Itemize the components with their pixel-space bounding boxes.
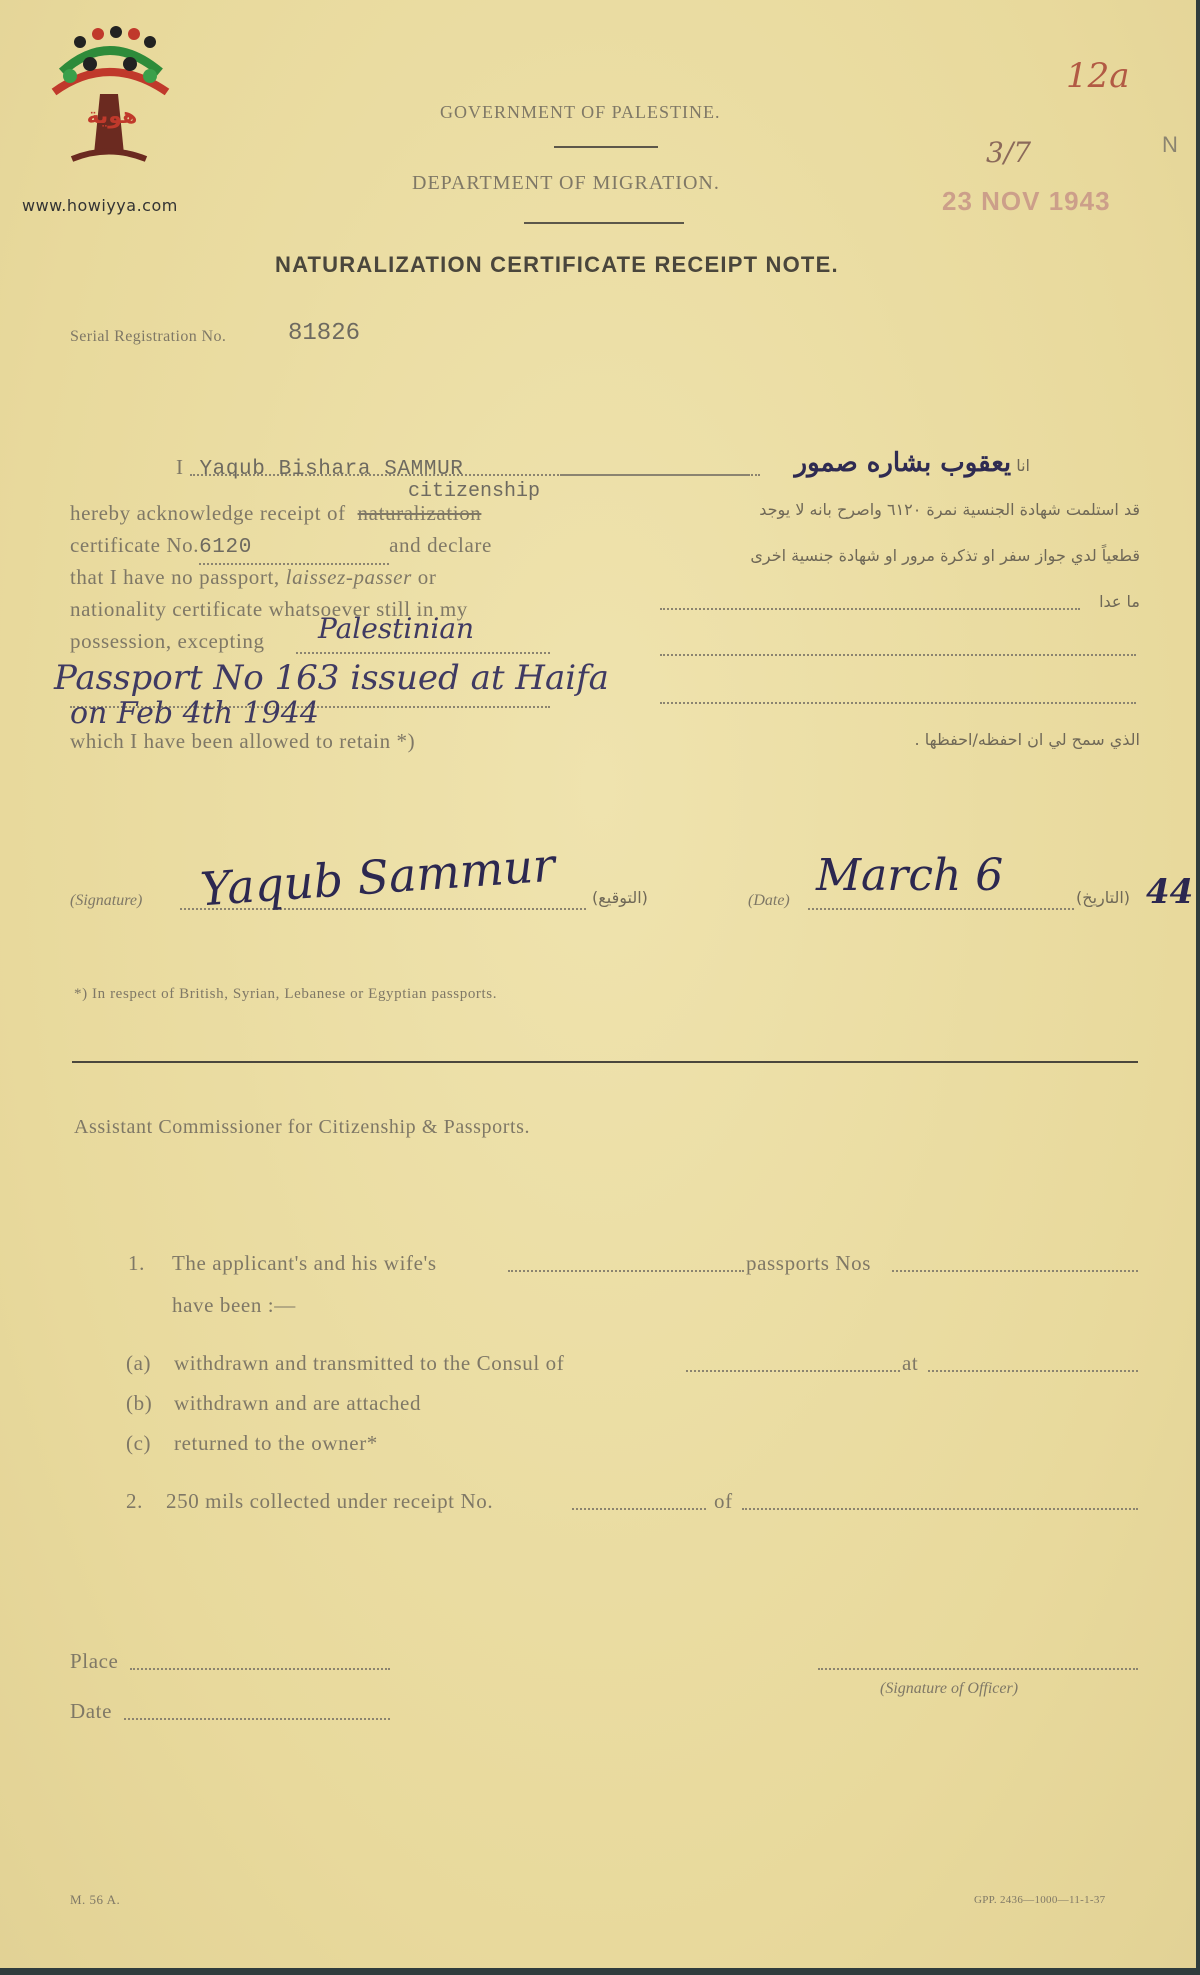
document-title: NATURALIZATION CERTIFICATE RECEIPT NOTE.	[275, 252, 839, 277]
item-b-label: (b)	[126, 1391, 153, 1415]
arabic-name-dotted-line	[560, 474, 760, 476]
english-line-5: nationality certificate whatsoever still in my	[70, 597, 468, 621]
logo-website: www.howiyya.com	[22, 196, 178, 215]
item-a-text: withdrawn and transmitted to the Consul of	[174, 1351, 565, 1375]
tree-logo-icon	[42, 24, 177, 179]
printer-code: GPP. 2436—1000—11-1-37	[974, 1894, 1106, 1906]
date-dotted-line	[808, 908, 1074, 910]
item-b-text: withdrawn and are attached	[174, 1391, 422, 1415]
line2-text: hereby acknowledge receipt of	[70, 501, 346, 525]
item-2-dotted-1	[572, 1508, 706, 1510]
date-label: (Date)	[748, 892, 790, 909]
line4-b: or	[417, 565, 437, 589]
signature-label-arabic: (التوقيع)	[592, 888, 648, 907]
officer-signature-label: (Signature of Officer)	[880, 1680, 1019, 1697]
excepting-handwritten: Palestinian	[318, 612, 475, 645]
english-line-3	[70, 530, 492, 565]
item-2-text: 250 mils collected under receipt No.	[166, 1489, 494, 1513]
excepting-dotted-line	[296, 652, 550, 654]
handwritten-passport-line-1: Passport No 163 issued at Haifa	[54, 658, 609, 698]
arabic-line-4: ما عدا	[1099, 592, 1140, 611]
line6-prefix: possession, excepting	[70, 629, 265, 653]
edge-annotation: N	[1162, 132, 1178, 157]
applicant-signature: Yaqub Sammur	[198, 837, 557, 917]
form-number: M. 56 A.	[70, 1892, 121, 1907]
english-line-4	[70, 562, 550, 593]
handwritten-passport-line-2: on Feb 4th 1944	[70, 696, 319, 731]
date-label-arabic: (التاريخ)	[1076, 888, 1131, 907]
arabic-line-last: الذي سمح لي ان احفظه/احفظها .	[914, 730, 1140, 749]
item-2-number: 2.	[126, 1489, 143, 1513]
arabic-dotted-line-3	[660, 702, 1136, 704]
signature-label: (Signature)	[70, 892, 143, 909]
item-2-of: of	[714, 1489, 733, 1513]
header-rule-1	[554, 146, 658, 148]
arabic-dotted-line-2	[660, 654, 1136, 656]
corner-annotation: 12a	[1066, 56, 1130, 96]
line3-suffix: and declare	[389, 533, 492, 557]
year-handwritten: 44	[1146, 872, 1194, 912]
arabic-name-handwritten: يعقوب بشاره صمور	[794, 448, 1012, 478]
line3-prefix: certificate No.	[70, 533, 200, 557]
date-footer-label: Date	[70, 1699, 113, 1723]
item-1-text-a: The applicant's and his wife's	[172, 1251, 437, 1275]
received-date-stamp: 23 NOV 1943	[942, 186, 1111, 216]
line1-prefix: I	[176, 455, 184, 479]
item-1-text-c: have been :—	[172, 1293, 296, 1317]
certificate-number: 6120	[199, 532, 389, 565]
officer-signature-dotted-line	[818, 1668, 1138, 1670]
line4-italic: laissez-passer	[285, 565, 412, 589]
arabic-dotted-line-1	[660, 608, 1080, 610]
place-label: Place	[70, 1649, 119, 1673]
inserted-word: citizenship	[408, 480, 541, 503]
english-line-6	[70, 626, 265, 657]
item-c-label: (c)	[126, 1431, 152, 1455]
arabic-line-3: قطعياً لدي جواز سفر او تذكرة مرور او شهادة جنسية اخرى	[750, 546, 1140, 565]
item-1-number: 1.	[128, 1251, 145, 1275]
date-footer-dotted-line	[124, 1718, 390, 1720]
government-heading: GOVERNMENT OF PALESTINE.	[440, 102, 721, 122]
commissioner-heading: Assistant Commissioner for Citizenship & Passports.	[74, 1116, 531, 1138]
arabic-line-2: قد استلمت شهادة الجنسية نمرة ٦١٢٠ واصرح بانه لا يوجد	[759, 500, 1140, 519]
item-1-text-b: passports Nos	[746, 1251, 872, 1275]
header-rule-2	[524, 222, 684, 224]
english-line-2	[70, 498, 481, 529]
item-a-dotted-1	[686, 1370, 900, 1372]
file-reference: 3/7	[986, 136, 1032, 169]
struck-word: naturalization	[357, 501, 482, 525]
date-handwritten: March 6	[816, 850, 1004, 901]
item-a-at: at	[902, 1351, 919, 1375]
line4-a: that I have no passport,	[70, 565, 280, 589]
item-1-dotted-2	[892, 1270, 1138, 1272]
arabic-prefix: انا	[1016, 456, 1030, 475]
item-2-dotted-2	[742, 1508, 1138, 1510]
item-1-dotted-1	[508, 1270, 744, 1272]
logo-word: هوية	[86, 104, 138, 129]
applicant-name: Yaqub Bishara SAMMUR	[199, 458, 464, 481]
serial-number: 81826	[288, 320, 361, 347]
section-divider	[72, 1061, 1138, 1063]
item-c-text: returned to the owner*	[174, 1431, 378, 1455]
howiyya-logo	[42, 24, 177, 179]
english-line-last: which I have been allowed to retain *)	[70, 729, 416, 753]
department-heading: DEPARTMENT OF MIGRATION.	[412, 172, 720, 194]
footnote: *) In respect of British, Syrian, Lebanese or Egyptian passports.	[74, 986, 498, 1002]
place-dotted-line	[130, 1668, 390, 1670]
item-a-dotted-2	[928, 1370, 1138, 1372]
serial-label: Serial Registration No.	[70, 328, 227, 345]
item-a-label: (a)	[126, 1351, 152, 1375]
